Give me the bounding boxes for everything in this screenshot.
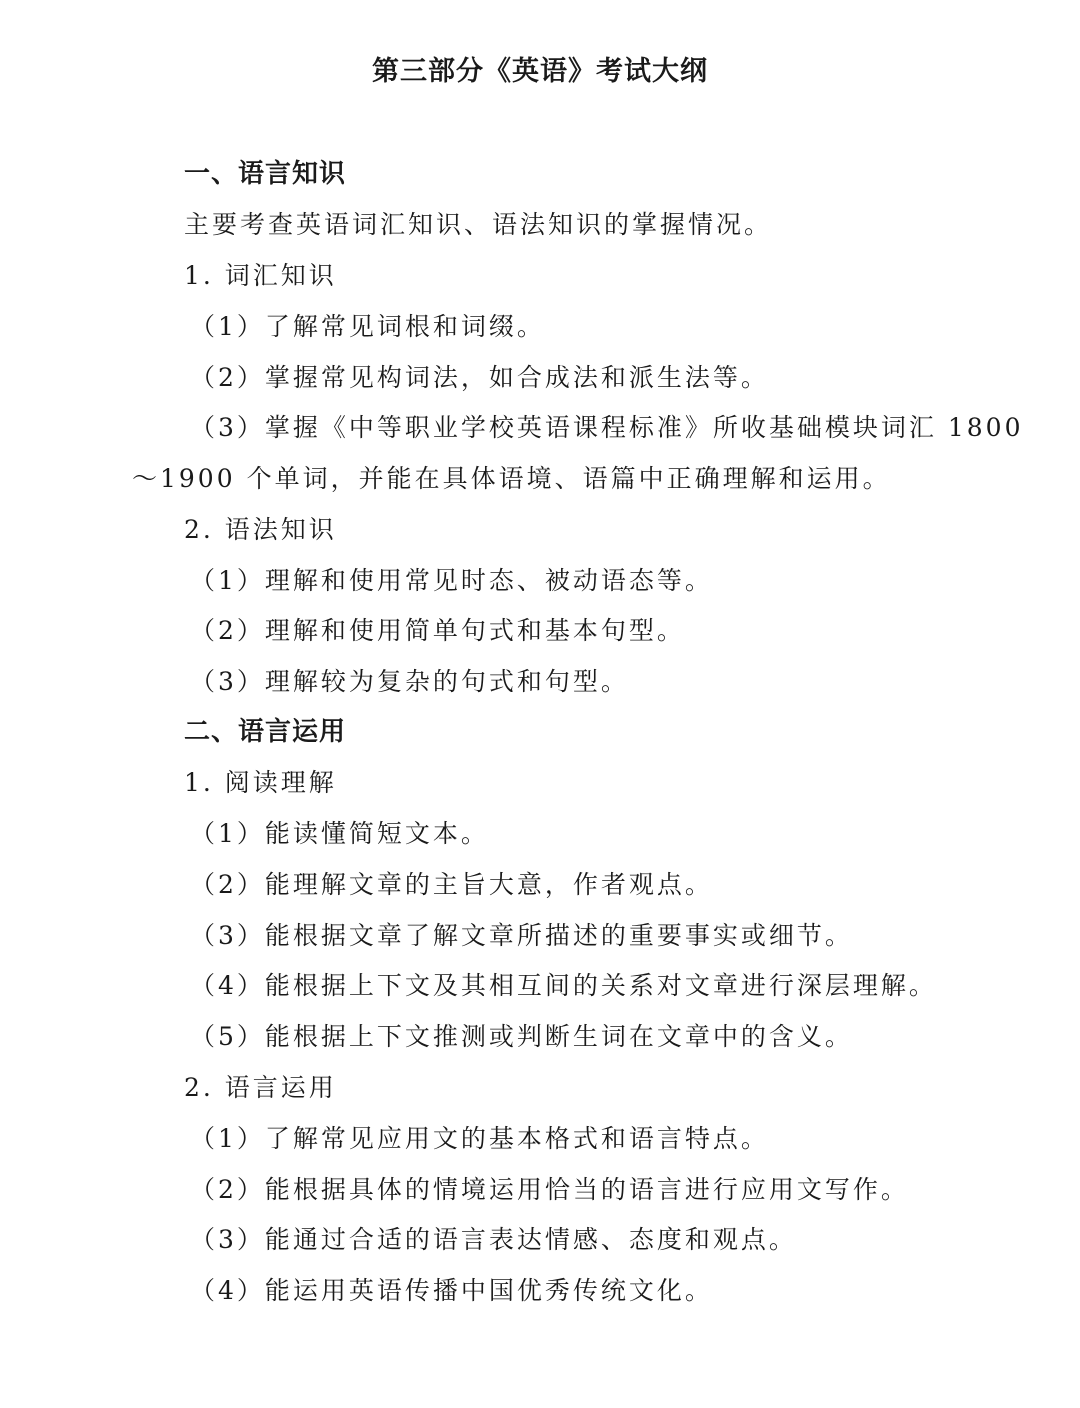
- list-item: （4）能运用英语传播中国优秀传统文化。: [190, 1276, 713, 1305]
- list-item: （3）能根据文章了解文章所描述的重要事实或细节。: [190, 921, 853, 950]
- list-item: （2）理解和使用简单句式和基本句型。: [190, 616, 685, 645]
- list-item: （1）了解常见词根和词缀。: [190, 312, 545, 341]
- list-item: （3）掌握《中等职业学校英语课程标准》所收基础模块词汇 1800: [190, 413, 1024, 442]
- list-item: （2）能理解文章的主旨大意，作者观点。: [190, 870, 713, 899]
- list-item: （3）能通过合适的语言表达情感、态度和观点。: [190, 1225, 797, 1254]
- list-item: （2）能根据具体的情境运用恰当的语言进行应用文写作。: [190, 1175, 909, 1204]
- page-title: 第三部分《英语》考试大纲: [372, 56, 708, 87]
- section-heading-language-knowledge: 一、语言知识: [184, 159, 347, 189]
- subsection-label-usage: 2. 语言运用: [184, 1073, 337, 1102]
- list-item: （2）掌握常见构词法，如合成法和派生法等。: [190, 363, 769, 392]
- subsection-label-grammar: 2. 语法知识: [184, 515, 337, 544]
- list-item: （1）理解和使用常见时态、被动语态等。: [190, 566, 713, 595]
- list-item: （4）能根据上下文及其相互间的关系对文章进行深层理解。: [190, 971, 937, 1000]
- list-item: （5）能根据上下文推测或判断生词在文章中的含义。: [190, 1022, 853, 1051]
- list-item: （3）理解较为复杂的句式和句型。: [190, 667, 629, 696]
- section-heading-language-use: 二、语言运用: [184, 717, 347, 747]
- list-item: （1）能读懂简短文本。: [190, 819, 489, 848]
- subsection-label-reading: 1. 阅读理解: [184, 768, 337, 797]
- subsection-label-vocabulary: 1. 词汇知识: [184, 261, 337, 290]
- section-intro: 主要考查英语词汇知识、语法知识的掌握情况。: [184, 210, 773, 239]
- list-item: （1）了解常见应用文的基本格式和语言特点。: [190, 1124, 769, 1153]
- list-item-continuation: ～1900 个单词，并能在具体语境、语篇中正确理解和运用。: [132, 464, 891, 493]
